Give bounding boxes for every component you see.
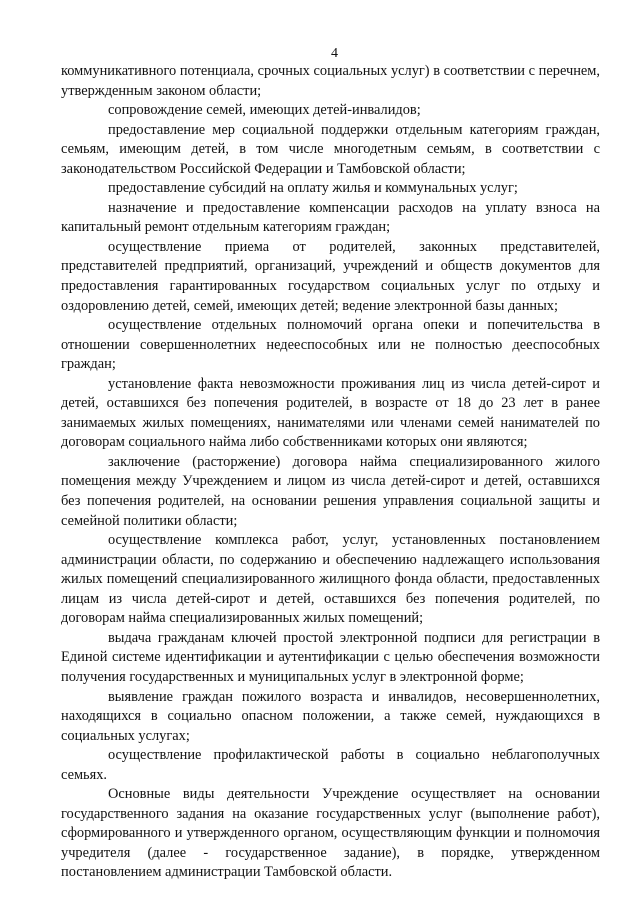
paragraph: предоставление субсидий на оплату жилья и коммунальных услуг; [108,180,518,197]
page-number: 4 [331,46,338,61]
paragraph: осуществление приема от родителей, законных представителей, представителей предприятий, организаций, учреждений и обществ документов для предоставления гарантированных государством социальных услуг по отдыху и оздоровлению детей, семей, имеющих детей; ведение электронной базы данных; [61,238,600,314]
paragraph: предоставление мер социальной поддержки отдельным категориям граждан, семьям, имеющим детей, в том числе многодетным семьям, в соответствии с законодательством Российской Федерации и Тамбовской области; [61,121,600,177]
paragraph: осуществление профилактической работы в социально неблагополучных семьях. [61,747,600,783]
paragraph: выявление граждан пожилого возраста и инвалидов, несовершеннолетних, находящихся в социально опасном положении, а также семей, нуждающихся в социальных услугах; [61,688,600,744]
paragraph: Основные виды деятельности Учреждение осуществляет на основании государственного задания на оказание государственных услуг (выполнение работ), сформированного и утвержденного органом, осуществляющим функции и полномочия учредителя (далее - государственное задание), в порядке, утвержденном постановлением администрации Тамбовской области. [61,786,600,881]
paragraph: заключение (расторжение) договора найма специализированного жилого помещения между Учреждением и лицом из числа детей-сирот и детей, оставшихся без попечения родителей, на основании решения управления социальной защиты и семейной политики области; [61,453,600,529]
paragraph: осуществление отдельных полномочий органа опеки и попечительства в отношении совершеннолетних недееспособных или не полностью дееспособных граждан; [61,317,600,373]
paragraph: осуществление комплекса работ, услуг, установленных постановлением администрации области, по содержанию и обеспечению надлежащего использования жилых помещений специализированного жилищного фонда области, предоставленных лицам из числа детей-сирот и детей, оставшихся без попечения родителей, по договорам найма специализированных жилых помещений; [61,532,600,627]
paragraph: назначение и предоставление компенсации расходов на уплату взноса на капитальный ремонт отдельным категориям граждан; [61,199,600,236]
paragraph: установление факта невозможности проживания лиц из числа детей-сирот и детей, оставшихся без попечения родителей, в возрасте от 18 до 23 лет в ранее занимаемых жилых помещениях, нанимателями или членами семей нанимателей по договорам социального найма либо собственниками которых они являются; [61,375,600,451]
paragraph: выдача гражданам ключей простой электронной подписи для регистрации в Единой системе идентификации и аутентификации с целью обеспечения возможности получения государственных и муниципальных услуг в электронной форме; [61,629,600,685]
paragraph: коммуникативного потенциала, срочных социальных услуг) в соответствии с перечнем, утвержденным законом области; [61,63,600,99]
paragraph: сопровождение семей, имеющих детей-инвалидов; [108,102,421,119]
body-text [61,62,600,883]
